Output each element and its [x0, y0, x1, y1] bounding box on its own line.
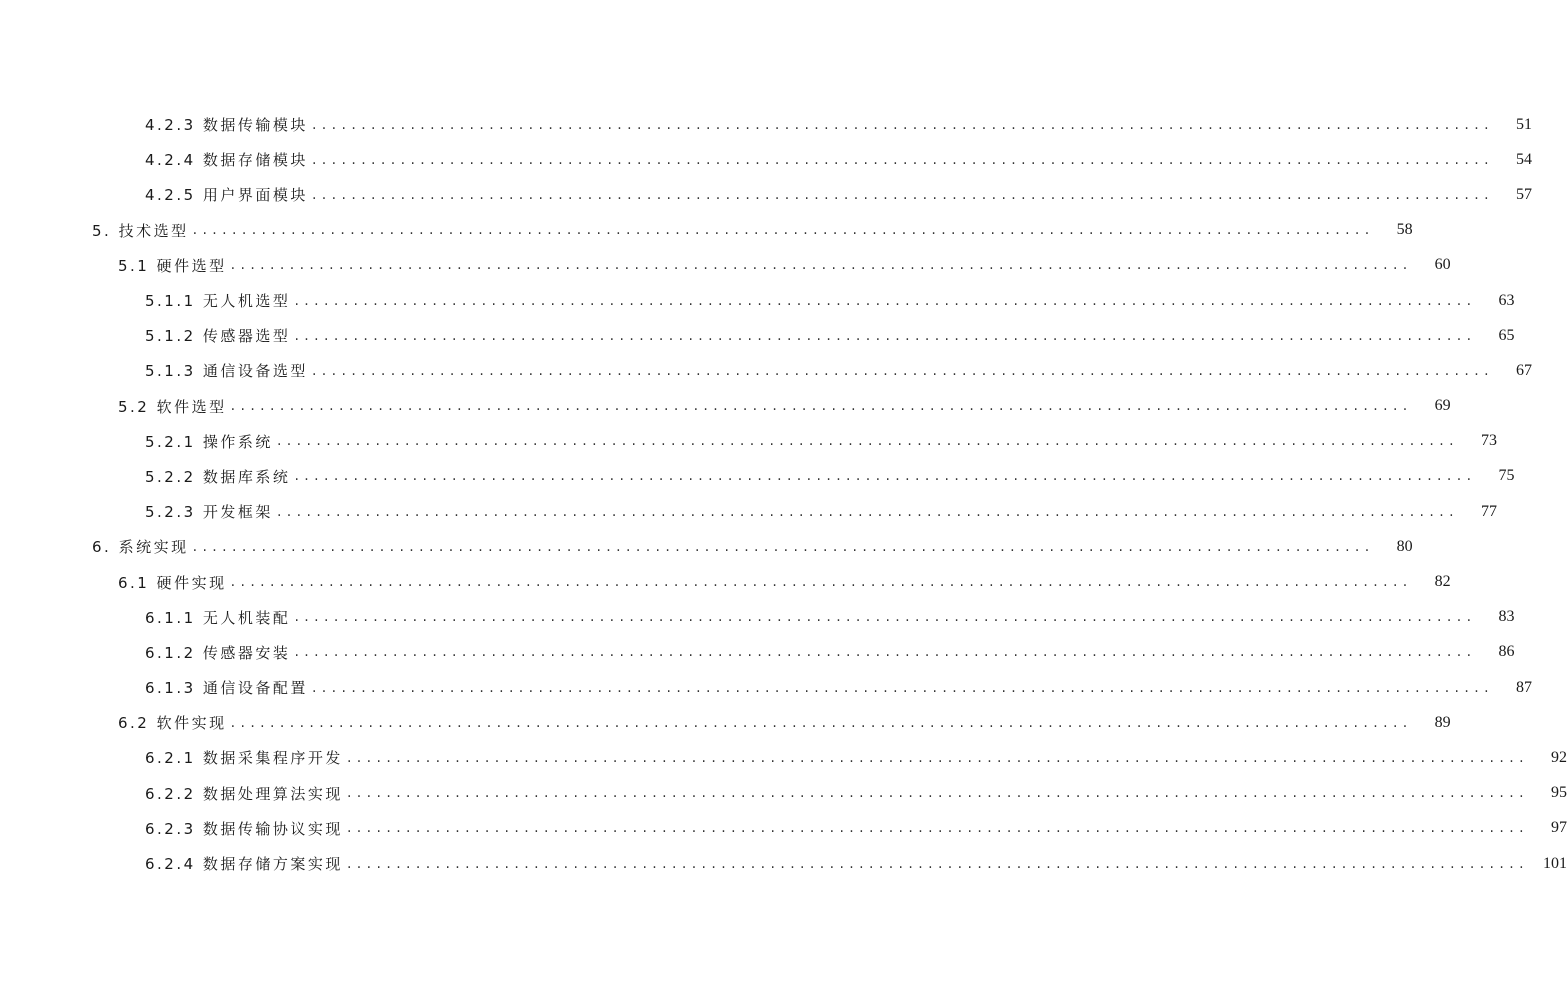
toc-page-number: 75: [1498, 467, 1515, 485]
toc-entry[interactable]: [0, 811, 1567, 846]
toc-page-number: 77: [1480, 502, 1497, 520]
toc-dot-leader: ........................................................................................................................: [294, 327, 1477, 344]
toc-entry[interactable]: [0, 635, 1515, 670]
toc-page-number: 92: [1550, 748, 1567, 766]
toc-dot-leader: ........................................................................................................................: [276, 503, 1459, 520]
toc-entry-label: 6.1.3 通信设备配置: [145, 679, 308, 698]
toc-page-number: 63: [1498, 291, 1515, 309]
toc-entry-label: 5.1 硬件选型: [118, 256, 227, 275]
toc-entry-label: 6.2.3 数据传输协议实现: [145, 819, 343, 838]
toc-entry[interactable]: [0, 283, 1515, 318]
toc-entry-label: 5.2 软件选型: [118, 397, 227, 416]
toc-page-number: 89: [1434, 713, 1451, 731]
toc-dot-leader: ........................................................................................................................: [311, 362, 1494, 379]
toc-entry-label: 4.2.4 数据存储模块: [145, 151, 308, 170]
toc-entry[interactable]: [0, 670, 1532, 705]
toc-entry[interactable]: [0, 705, 1451, 740]
toc-entry[interactable]: [0, 107, 1532, 142]
toc-page-number: 69: [1434, 397, 1451, 415]
toc-entry-label: 6.2.1 数据采集程序开发: [145, 749, 343, 768]
toc-dot-leader: ........................................................................................................................: [311, 679, 1494, 696]
toc-entry-label: 5. 技术选型: [92, 221, 189, 240]
toc-entry-label: 5.1.2 传感器选型: [145, 327, 291, 346]
toc-entry-label: 5.2.1 操作系统: [145, 432, 273, 451]
toc-entry[interactable]: [0, 248, 1451, 283]
toc-page-number: 73: [1480, 432, 1497, 450]
toc-entry[interactable]: [0, 494, 1497, 529]
toc-dot-leader: ........................................................................................................................: [346, 820, 1529, 837]
toc-page-number: 65: [1498, 326, 1515, 344]
toc-page-number: 82: [1434, 573, 1451, 591]
toc-entry[interactable]: [0, 600, 1515, 635]
toc-dot-leader: ........................................................................................................................: [346, 855, 1529, 872]
toc-dot-leader: ........................................................................................................................: [276, 433, 1459, 450]
toc-entry-label: 6.2 软件实现: [118, 714, 227, 733]
toc-entry[interactable]: [0, 740, 1567, 775]
toc-dot-leader: ........................................................................................................................: [346, 785, 1529, 802]
toc-entry[interactable]: [0, 177, 1532, 212]
toc-entry[interactable]: [0, 142, 1532, 177]
toc-entry-label: 6.1.1 无人机装配: [145, 608, 291, 627]
toc-entry[interactable]: [0, 459, 1515, 494]
toc-page-number: 54: [1515, 150, 1532, 168]
toc-dot-leader: ........................................................................................................................: [294, 292, 1477, 309]
toc-page-number: 86: [1498, 643, 1515, 661]
toc-entry-label: 4.2.3 数据传输模块: [145, 116, 308, 135]
toc-entry[interactable]: [0, 529, 1413, 564]
table-of-contents: [0, 107, 1567, 881]
toc-entry-label: 5.2.2 数据库系统: [145, 467, 291, 486]
toc-dot-leader: ........................................................................................................................: [294, 644, 1477, 661]
toc-dot-leader: ........................................................................................................................: [311, 186, 1494, 203]
toc-page-number: 95: [1550, 784, 1567, 802]
toc-entry-label: 6.2.2 数据处理算法实现: [145, 784, 343, 803]
toc-entry-label: 5.2.3 开发框架: [145, 503, 273, 522]
toc-entry-label: 6.2.4 数据存储方案实现: [145, 855, 343, 874]
toc-entry[interactable]: [0, 776, 1567, 811]
toc-entry-label: 5.1.1 无人机选型: [145, 292, 291, 311]
toc-entry-label: 6.1 硬件实现: [118, 573, 227, 592]
toc-page-number: 80: [1396, 537, 1413, 555]
toc-dot-leader: ........................................................................................................................: [230, 257, 1413, 274]
toc-dot-leader: ........................................................................................................................: [311, 151, 1494, 168]
toc-page-number: 67: [1515, 361, 1532, 379]
toc-dot-leader: ........................................................................................................................: [192, 538, 1375, 555]
toc-entry[interactable]: [0, 424, 1497, 459]
toc-entry[interactable]: [0, 213, 1413, 248]
toc-page-number: 58: [1396, 221, 1413, 239]
toc-entry[interactable]: [0, 318, 1515, 353]
toc-dot-leader: ........................................................................................................................: [294, 468, 1477, 485]
toc-dot-leader: ........................................................................................................................: [346, 749, 1529, 766]
toc-entry-label: 6.1.2 传感器安装: [145, 643, 291, 662]
toc-entry[interactable]: [0, 353, 1532, 388]
toc-page-number: 51: [1515, 115, 1532, 133]
toc-entry[interactable]: [0, 564, 1451, 599]
toc-entry[interactable]: [0, 846, 1567, 881]
toc-dot-leader: ........................................................................................................................: [230, 398, 1413, 415]
toc-page-number: 87: [1515, 678, 1532, 696]
toc-entry-label: 4.2.5 用户界面模块: [145, 186, 308, 205]
toc-entry-label: 6. 系统实现: [92, 538, 189, 557]
toc-page-number: 60: [1434, 256, 1451, 274]
toc-dot-leader: ........................................................................................................................: [311, 116, 1494, 133]
toc-dot-leader: ........................................................................................................................: [192, 222, 1375, 239]
toc-page-number: 83: [1498, 608, 1515, 626]
toc-entry[interactable]: [0, 389, 1451, 424]
toc-page-number: 101: [1542, 854, 1567, 872]
toc-dot-leader: ........................................................................................................................: [230, 574, 1413, 591]
toc-page-number: 57: [1515, 185, 1532, 203]
toc-page-number: 97: [1550, 819, 1567, 837]
toc-dot-leader: ........................................................................................................................: [230, 714, 1413, 731]
toc-entry-label: 5.1.3 通信设备选型: [145, 362, 308, 381]
toc-dot-leader: ........................................................................................................................: [294, 609, 1477, 626]
